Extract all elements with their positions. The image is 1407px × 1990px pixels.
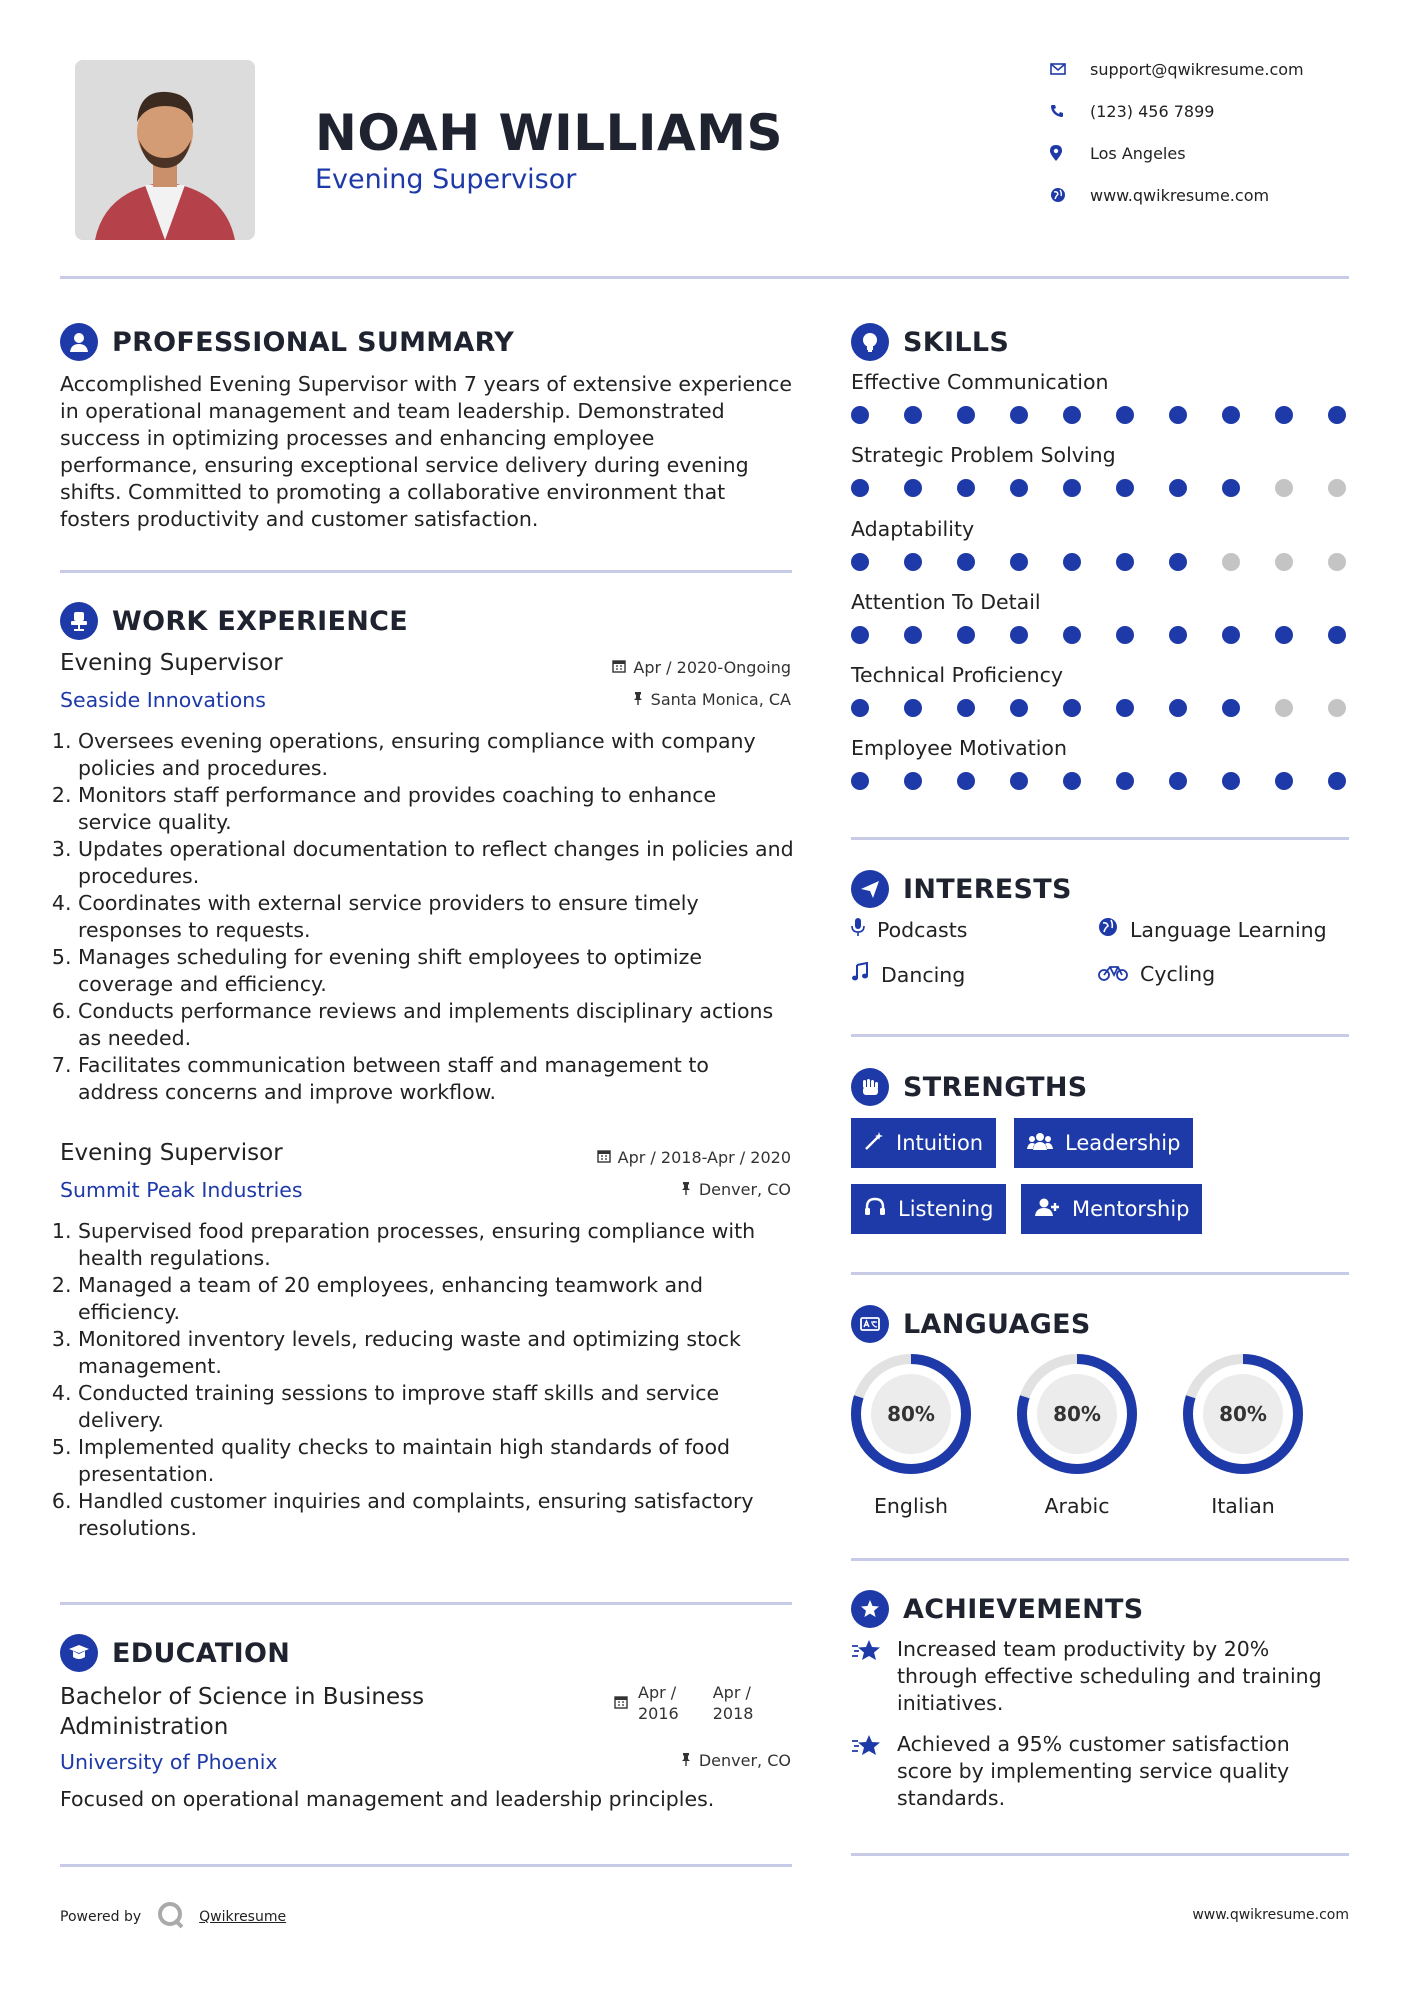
rating-dot-filled (1169, 772, 1187, 790)
interest-label: Cycling (1140, 962, 1216, 986)
education-dates (614, 1682, 753, 1724)
strength-label: Leadership (1065, 1131, 1181, 1155)
language-item (1015, 1352, 1139, 1518)
rating-dot-filled (1063, 772, 1081, 790)
skill-row (851, 517, 1346, 590)
duty-item: 6. Conducts performance reviews and implements disciplinary actions as needed. (78, 998, 795, 1052)
interest-label: Language Learning (1130, 917, 1327, 942)
rating-dot-empty (1328, 479, 1346, 497)
rating-dot-filled (851, 626, 869, 644)
job-duties (60, 1218, 795, 1542)
rating-dot-filled (851, 553, 869, 571)
job-title: Evening Supervisor (60, 1140, 283, 1166)
duty-item: 6. Handled customer inquiries and complaints, ensuring satisfactory resolutions. (78, 1488, 795, 1542)
rating-dot-empty (1222, 553, 1240, 571)
rating-dot-filled (1169, 553, 1187, 571)
skills-list (851, 370, 1346, 810)
duty-item: 3. Updates operational documentation to reflect changes in policies and procedures. (78, 836, 795, 890)
job-dates-text: Apr / 2020-Ongoing (633, 658, 791, 677)
rating-dot-filled (1275, 626, 1293, 644)
footer-powered (60, 1900, 286, 1934)
rating-dot-filled (1116, 699, 1134, 717)
bicycle-icon (1098, 962, 1128, 986)
candidate-role: Evening Supervisor (315, 164, 577, 195)
edu-end-month: Apr / (712, 1683, 751, 1702)
rating-dot-filled (904, 626, 922, 644)
language-progress-ring (849, 1352, 973, 1476)
language-name: Italian (1211, 1494, 1275, 1518)
interest-label: Podcasts (877, 917, 968, 942)
magic-wand-icon (864, 1131, 884, 1156)
achievement-text: Increased team productivity by 20% through effective scheduling and training initiatives. (897, 1637, 1322, 1715)
edu-end-year: 2018 (712, 1704, 754, 1723)
skill-rating (851, 406, 1346, 424)
strength-label: Intuition (896, 1131, 984, 1155)
rating-dot-filled (1169, 479, 1187, 497)
pushpin-icon (680, 1180, 692, 1199)
skill-row (851, 736, 1346, 809)
skills-title: SKILLS (903, 326, 1010, 358)
skill-name: Strategic Problem Solving (851, 443, 1116, 468)
education-description: Focused on operational management and leadership principles. (60, 1787, 715, 1811)
job-title: Evening Supervisor (60, 650, 283, 676)
skill-rating (851, 626, 1346, 644)
school: University of Phoenix (60, 1750, 278, 1774)
strength-label: Listening (898, 1197, 994, 1221)
strength-badge (851, 1118, 996, 1168)
interest-item (1098, 917, 1327, 942)
education-heading (60, 1634, 290, 1672)
rating-dot-filled (957, 406, 975, 424)
education-divider (60, 1864, 792, 1867)
skill-rating (851, 699, 1346, 717)
language-progress-ring (1181, 1352, 1305, 1476)
calendar-icon (614, 1694, 628, 1713)
duty-item: 3. Monitored inventory levels, reducing waste and optimizing stock management. (78, 1326, 795, 1380)
rating-dot-filled (851, 479, 869, 497)
degree-line: Administration (60, 1714, 229, 1740)
rating-dot-filled (1063, 553, 1081, 571)
rating-dot-filled (1063, 626, 1081, 644)
rating-dot-filled (1116, 772, 1134, 790)
rating-dot-filled (904, 553, 922, 571)
languages-heading (851, 1305, 1091, 1343)
qwikresume-logo-icon (155, 1900, 185, 1934)
skills-heading (851, 323, 1009, 361)
strengths-title: STRENGTHS (903, 1071, 1088, 1103)
duty-item: 1. Oversees evening operations, ensuring compliance with company policies and procedures. (78, 728, 795, 782)
star-badge-icon (851, 1590, 889, 1628)
rating-dot-filled (957, 553, 975, 571)
brand-link[interactable]: Qwikresume (199, 1909, 287, 1925)
rating-dot-filled (1116, 553, 1134, 571)
rating-dot-filled (904, 479, 922, 497)
email-text: support@qwikresume.com (1090, 59, 1304, 79)
skills-divider (851, 837, 1349, 840)
duty-item: 5. Implemented quality checks to maintain high standards of food presentation. (78, 1434, 795, 1488)
achievement-text: Achieved a 95% customer satisfaction score by implementing service quality standards. (897, 1732, 1290, 1810)
rating-dot-filled (851, 406, 869, 424)
profile-photo (75, 60, 255, 240)
rating-dot-filled (904, 699, 922, 717)
skill-row (851, 443, 1346, 516)
rating-dot-filled (957, 772, 975, 790)
skill-rating (851, 479, 1346, 497)
skill-name: Technical Proficiency (851, 663, 1064, 688)
footer-website[interactable]: www.qwikresume.com (1192, 1907, 1349, 1923)
headphones-icon (864, 1197, 886, 1222)
graduation-icon (60, 1634, 98, 1672)
rating-dot-filled (1328, 626, 1346, 644)
rating-dot-filled (1275, 772, 1293, 790)
work-title: WORK EXPERIENCE (112, 605, 408, 637)
achievement-item (851, 1731, 1349, 1812)
rating-dot-empty (1328, 553, 1346, 571)
skill-name: Attention To Detail (851, 589, 1041, 614)
rating-dot-filled (1169, 626, 1187, 644)
contact-phone[interactable] (1050, 96, 1214, 126)
language-name: Arabic (1044, 1494, 1110, 1518)
interests-title: INTERESTS (903, 873, 1072, 905)
edu-start (638, 1682, 679, 1724)
duty-item: 2. Monitors staff performance and provides coaching to enhance service quality. (78, 782, 795, 836)
skill-row (851, 663, 1346, 736)
language-progress-ring (1015, 1352, 1139, 1476)
calendar-icon (612, 658, 626, 677)
envelope-icon (1050, 63, 1090, 75)
duty-item: 2. Managed a team of 20 employees, enhancing teamwork and efficiency. (78, 1272, 795, 1326)
rating-dot-empty (1275, 479, 1293, 497)
map-pin-icon (1050, 145, 1090, 161)
paper-plane-icon (851, 870, 889, 908)
rating-dot-filled (904, 772, 922, 790)
contact-website[interactable] (1050, 180, 1269, 210)
languages-title: LANGUAGES (903, 1308, 1091, 1340)
strength-badge (1021, 1184, 1202, 1234)
achievement-item (851, 1636, 1349, 1717)
job-location (632, 690, 791, 709)
language-percent: 80% (1053, 1402, 1101, 1426)
rating-dot-filled (1010, 772, 1028, 790)
pushpin-icon (680, 1751, 692, 1770)
duty-item: 7. Facilitates communication between staff and management to address concerns and improve workflow. (78, 1052, 795, 1106)
skill-name: Adaptability (851, 516, 975, 541)
language-icon (851, 1305, 889, 1343)
duty-item: 1. Supervised food preparation processes, ensuring compliance with health regulations. (78, 1218, 795, 1272)
job-company: Seaside Innovations (60, 688, 266, 712)
language-percent: 80% (887, 1402, 935, 1426)
job-location-text: Denver, CO (698, 1180, 791, 1199)
rating-dot-filled (1010, 699, 1028, 717)
microphone-icon (851, 917, 865, 942)
rating-dot-filled (851, 772, 869, 790)
rating-dot-filled (1010, 553, 1028, 571)
language-percent: 80% (1219, 1402, 1267, 1426)
users-icon (1027, 1131, 1053, 1156)
star-icon (851, 1636, 883, 1717)
user-plus-icon (1034, 1197, 1060, 1222)
music-note-icon (851, 962, 869, 987)
rating-dot-filled (904, 406, 922, 424)
header-divider (60, 276, 1349, 279)
strength-badge (851, 1184, 1006, 1234)
rating-dot-empty (1275, 699, 1293, 717)
job-duties (60, 728, 795, 1106)
languages-list (849, 1352, 1305, 1518)
pushpin-icon (632, 690, 644, 709)
edu-start-year: 2016 (638, 1704, 679, 1723)
rating-dot-filled (1169, 406, 1187, 424)
rating-dot-filled (1169, 699, 1187, 717)
rating-dot-filled (1222, 772, 1240, 790)
interest-item (851, 917, 967, 942)
interests-heading (851, 870, 1072, 908)
rating-dot-filled (1328, 772, 1346, 790)
rating-dot-filled (1222, 479, 1240, 497)
phone-icon (1050, 104, 1090, 118)
duty-item: 5. Manages scheduling for evening shift employees to optimize coverage and efficiency. (78, 944, 795, 998)
duty-item: 4. Conducted training sessions to improve staff skills and service delivery. (78, 1380, 795, 1434)
duty-item: 4. Coordinates with external service providers to ensure timely responses to requests. (78, 890, 795, 944)
skill-name: Effective Communication (851, 370, 1109, 394)
candidate-name: NOAH WILLIAMS (315, 104, 783, 162)
interest-label: Dancing (881, 962, 966, 987)
interests-divider (851, 1034, 1349, 1037)
rating-dot-empty (1275, 553, 1293, 571)
edu-end (713, 1682, 754, 1724)
strength-badge (1014, 1118, 1193, 1168)
job-company: Summit Peak Industries (60, 1178, 303, 1202)
rating-dot-filled (1275, 406, 1293, 424)
summary-text: Accomplished Evening Supervisor with 7 years of extensive experience in operational management and team leadership. Demonstrated success in optimizing processes and enhancing employee performance, ensuring exceptional service delivery during evening shifts. Committed to promoting a collaborative environment that fosters productivity and customer satisfaction. (60, 372, 792, 531)
website-text: www.qwikresume.com (1090, 185, 1270, 205)
rating-dot-filled (957, 626, 975, 644)
lightbulb-icon (851, 323, 889, 361)
work-heading (60, 602, 408, 640)
skill-name: Employee Motivation (851, 736, 1067, 761)
skill-rating (851, 553, 1346, 571)
language-item (849, 1352, 973, 1518)
star-icon (851, 1731, 883, 1812)
degree (60, 1682, 424, 1742)
language-name: English (873, 1494, 949, 1518)
rating-dot-filled (1222, 406, 1240, 424)
rating-dot-filled (1116, 626, 1134, 644)
rating-dot-filled (1063, 699, 1081, 717)
job-dates-text: Apr / 2018-Apr / 2020 (617, 1148, 791, 1167)
edu-start-month: Apr / (638, 1683, 677, 1702)
education-location-text: Denver, CO (698, 1751, 791, 1770)
work-divider (60, 1602, 792, 1605)
rating-dot-filled (1222, 626, 1240, 644)
rating-dot-filled (957, 699, 975, 717)
skill-row (851, 370, 1346, 443)
job-dates (597, 1148, 791, 1167)
interest-item (1098, 962, 1215, 986)
fist-icon (851, 1068, 889, 1106)
job-dates (612, 658, 791, 677)
rating-dot-filled (1063, 479, 1081, 497)
powered-by-text: Powered by (60, 1909, 142, 1925)
contact-location (1050, 138, 1186, 168)
rating-dot-filled (851, 699, 869, 717)
strengths-heading (851, 1068, 1088, 1106)
achievements-heading (851, 1590, 1144, 1628)
rating-dot-filled (1010, 479, 1028, 497)
phone-text: (123) 456 7899 (1090, 101, 1215, 121)
skill-row (851, 590, 1346, 663)
location-text: Los Angeles (1090, 143, 1186, 163)
calendar-icon (597, 1148, 611, 1167)
contact-email[interactable] (1050, 54, 1304, 84)
globe-icon (1098, 917, 1118, 942)
summary-heading (60, 323, 514, 361)
language-item (1181, 1352, 1305, 1518)
languages-divider (851, 1558, 1349, 1561)
job-location (680, 1180, 791, 1199)
degree-line: Bachelor of Science in Business (60, 1684, 425, 1710)
rating-dot-filled (1116, 479, 1134, 497)
achievements-divider (851, 1853, 1349, 1856)
skill-rating (851, 772, 1346, 790)
achievements-title: ACHIEVEMENTS (903, 1593, 1144, 1625)
rating-dot-filled (1063, 406, 1081, 424)
briefcase-chair-icon (60, 602, 98, 640)
globe-icon (1050, 187, 1090, 203)
strength-label: Mentorship (1072, 1197, 1190, 1221)
education-location (680, 1751, 791, 1770)
summary-divider (60, 570, 792, 573)
rating-dot-filled (1010, 626, 1028, 644)
rating-dot-empty (1328, 699, 1346, 717)
user-icon (60, 323, 98, 361)
rating-dot-filled (1116, 406, 1134, 424)
summary-title: PROFESSIONAL SUMMARY (112, 326, 515, 358)
education-title: EDUCATION (112, 1637, 291, 1669)
rating-dot-filled (957, 479, 975, 497)
interest-item (851, 962, 965, 987)
rating-dot-filled (1010, 406, 1028, 424)
rating-dot-filled (1328, 406, 1346, 424)
job-location-text: Santa Monica, CA (650, 690, 791, 709)
strengths-divider (851, 1272, 1349, 1275)
rating-dot-filled (1222, 699, 1240, 717)
